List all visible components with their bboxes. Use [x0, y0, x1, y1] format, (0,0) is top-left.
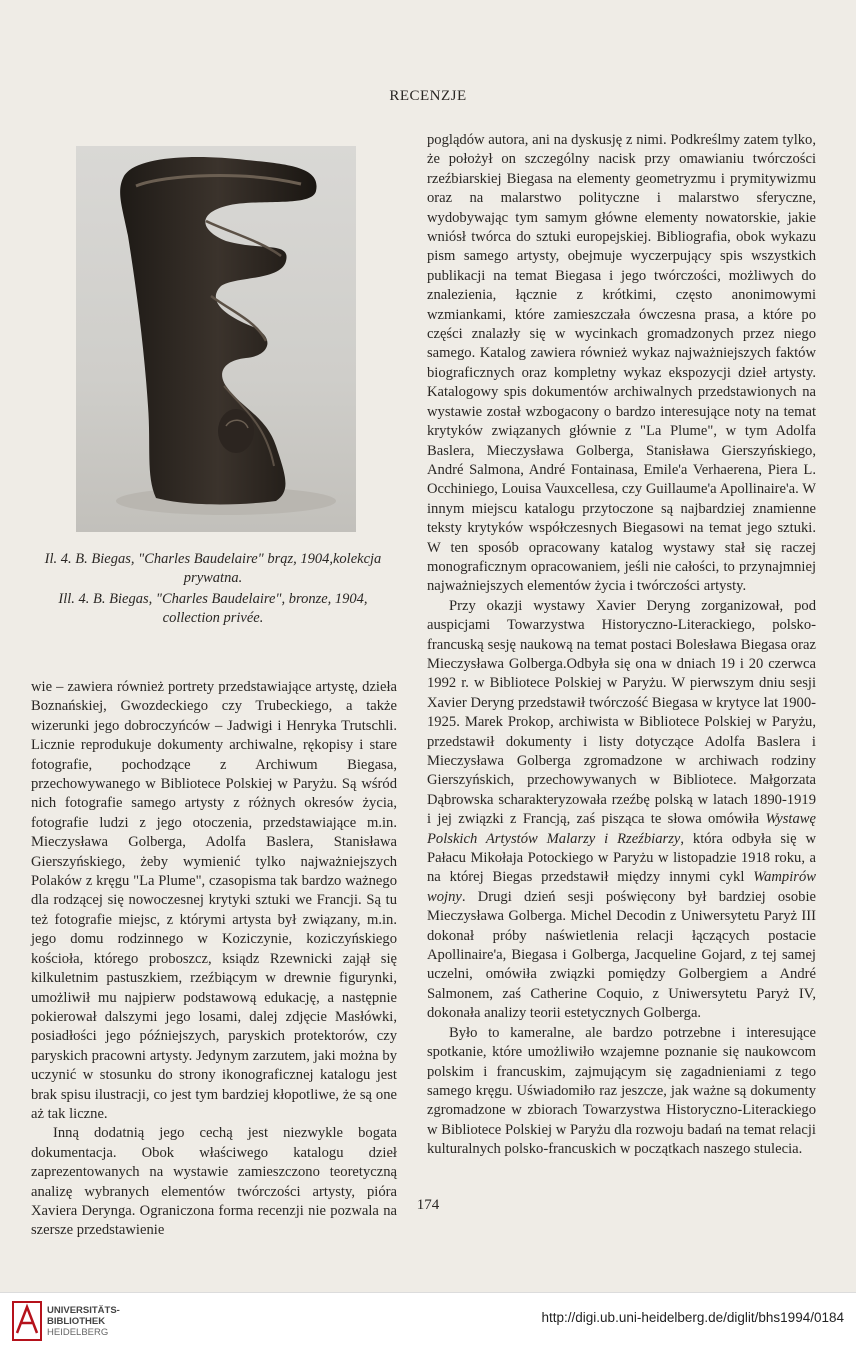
viewer-footer [0, 1292, 856, 1352]
permalink-url[interactable]: http://digi.ub.uni-heidelberg.de/diglit/bhs1994/0184 [541, 1310, 844, 1325]
right-paragraph: Było to kameralne, ale bardzo potrzebne i interesujące spotkanie, które umożliwiło wzajemne poznanie się naukowcom polskim i francuskim, zajmującym się zagadnieniami z tego samego kręgu. Uświadomiło raz jeszcze, jak ważne są dokumenty zgromadzone w zbiorach Towarzystwa Historyczno-Literackiego w Bibliotece Polskiej w Paryżu dla rozwoju badań na temat relacji kulturalnych polsko-francuskich w początkach naszego stulecia. [427, 1024, 816, 1158]
logo-line: HEIDELBERG [47, 1327, 109, 1338]
right-paragraph: poglądów autora, ani na dyskusję z nimi. Podkreślmy zatem tylko, że położył on szczególny nacisk przy omawianiu twórczości rzeźbiarskiej Biegasa na elementy geometryzmu i prymitywizmu oraz na malarstwo polityczne i malarstwo sferyczne, wydobywając tym samym główne elementy nowatorskie, jakie wniósł twórca do sztuki europejskiej. Bibliografia, obok wykazu pism samego artysty, obejmuje wyczerpujący spis wszystkich publikacji na temat Biegasa i jego twórczości, możliwych do znalezienia, łącznie z krótkimi, często anonimowymi wzmiankami, które zamieszczała ówczesna prasa, a które po części znalazły się w wycinkach gromadzonych przez niego samego. Katalog zawiera również wykaz najważniejszych faktów biograficznych oraz kompletny wykaz ekspozycji dzieł artysty. Katalogowy spis dokumentów archiwalnych przedstawionych na wystawie został wzbogacony o bardzo interesujące noty na temat krytyków związanych głównie z "La Plume", w tym Adolfa Baslera, Mieczysława Golberga, Stanisława Gierszyńskiego, André Salmona, André Fontainasa, Emile'a Verhaerena, Piera L. Occhiniego, Louisa Vauxcellesa, czy Guillaume'a Apollinaire'a. W innym miejscu katalogu przytoczone są najbardziej znamienne teksty krytyków współczesnych Biegasowi na temat jego sztuki. W ten sposób opracowany katalog wystawy stał się raczej monograficznym opracowaniem, jeśli nie całości, to przynajmniej najważniejszych elementów życia i twórczości artysty. [427, 132, 816, 595]
left-paragraph: wie – zawiera również portrety przedstawiające artystę, dzieła Boznańskiej, Gwozdeckiego czy Trubeckiego, a także wizerunki jego dobroczyńców – Jadwigi i Henryka Trutschli. Licznie reprodukuje dokumenty archiwalne, rękopisy i stare fotografie, pochodzące z Archiwum Biegasa, przechowywanego w Bibliotece Polskiej w Paryżu. Są wśród nich fotografie samego artysty z różnych okresów życia, fotografie ludzi z jego otoczenia, przedstawiające m.in. Mieczysława Golberga, Adolfa Baslera, Stanisława Gierszyńskiego, żeby wymienić tylko najważniejszych Polaków z kręgu "La Plume", czasopisma tak bardzo ważnego dla rodzącej się nowoczesnej krytyki sztuki we Francji. Są tu też fotografie miejsc, z którymi artysta był związany, m.in. jego domu rodzinnego w Koziczynie, koziczyńskiego kościoła, którego proboszcz, ksiądz Rzewnicki zajął się kilkuletnim pastuszkiem, rzeźbiącym w drewnie figurynki, umożliwił mu najpierw podstawową edukację, a następnie pokierował dalszymi jego losami, dalej zdjęcie Masłówki, posiadłości jego późniejszych, paryskich protektorów, czy paryskich pracowni artysty. Jedynym zarzutem, jaki można by uczynić w stosunku do strony ikonograficznej katalogu jest brak spisu ilustracji, co jest tym bardziej kłopotliwe, że są one aż tak liczne. [31, 679, 397, 1122]
right-paragraph [427, 597, 816, 1024]
text-run: . Drugi dzień sesji poświęcony był bardziej osobie Mieczysława Golberga. Michel Decodin z Uniwersytetu Paryż III dokonał próby naświetlenia relacji łączących postacie Apollinaire'a, Biegasa i Golberga, Jacqueline Gojard, z tej samej uczelni, omówiła związki pomiędzy Golbergiem a André Salmonem, zaś Catherine Coquio, z Uniwersytetu Paryż IV, dokonała analizy teorii estetycznych Golberga. [427, 888, 816, 1022]
library-logo-icon[interactable] [12, 1301, 42, 1341]
sculpture-photo [76, 146, 356, 532]
text-run: , która odbyła się w Pałacu Mikołaja Potockiego w Paryżu w listopadzie 1918 roku, a na której Biegas przedstawił między innymi cykl [427, 830, 817, 886]
text-run: Przy okazji wystawy Xavier Deryng zorganizował, pod auspicjami Towarzystwa Historyczno-Literackiego, polsko-francuską sesję naukową na temat postaci Bolesława Biegasa oraz Mieczysława Golberga.Odbyła się ona w dniach 19 i 20 czerwca 1992 r. w Bibliotece Polskiej w Paryżu. W pierwszym dniu sesji Xavier Deryng przedstawił twórczość Biegasa w krytyce lat 1900-1925. Marek Prokop, archiwista w Bibliotece Polskiej w Paryżu, przedstawił dokumenty i listy dotyczące Adolfa Baslera i Mieczysława Golberga zgromadzone w archiwach rodziny Gierszyńskich, przechowywanych w Bibliotece. Małgorzata Dąbrowska scharakteryzowała rzeźbę polską w latach 1890-1919 i jej związki z Francją, zaś pisząca te słowa omówiła [427, 597, 816, 828]
logo-line: UNIVERSITÄTS- [47, 1305, 120, 1316]
logo-line: BIBLIOTHEK [47, 1316, 106, 1327]
caption-polish: Il. 4. B. Biegas, "Charles Baudelaire" brąz, 1904,kolekcja prywatna. [44, 551, 382, 586]
left-column [31, 678, 397, 1241]
left-paragraph: Inną dodatnią jego cechą jest niezwykle bogata dokumentacja. Obok właściwego katalogu dzieł zaprezentowanych na wystawie zamieszczono teoretyczną analizę wybranych elementów twórczości artysty, pióra Xaviera Derynga. Ograniczona forma recenzji nie pozwala na szersze przedstawienie [31, 1125, 397, 1239]
caption-french: Ill. 4. B. Biegas, "Charles Baudelaire", bronze, 1904, collection privée. [58, 591, 368, 626]
figure-caption [30, 550, 396, 630]
right-column [427, 131, 816, 1160]
exhibition-title: Wystawę Polskich Artystów Malarzy i Rzeźbiarzy [427, 811, 816, 847]
cycle-title: Wampirów wojny [427, 869, 816, 905]
page-number: 174 [416, 1197, 440, 1213]
library-logo-text[interactable] [47, 1305, 120, 1338]
running-header: RECENZJE [389, 88, 467, 104]
bronze-sculpture-illustration [76, 146, 356, 532]
